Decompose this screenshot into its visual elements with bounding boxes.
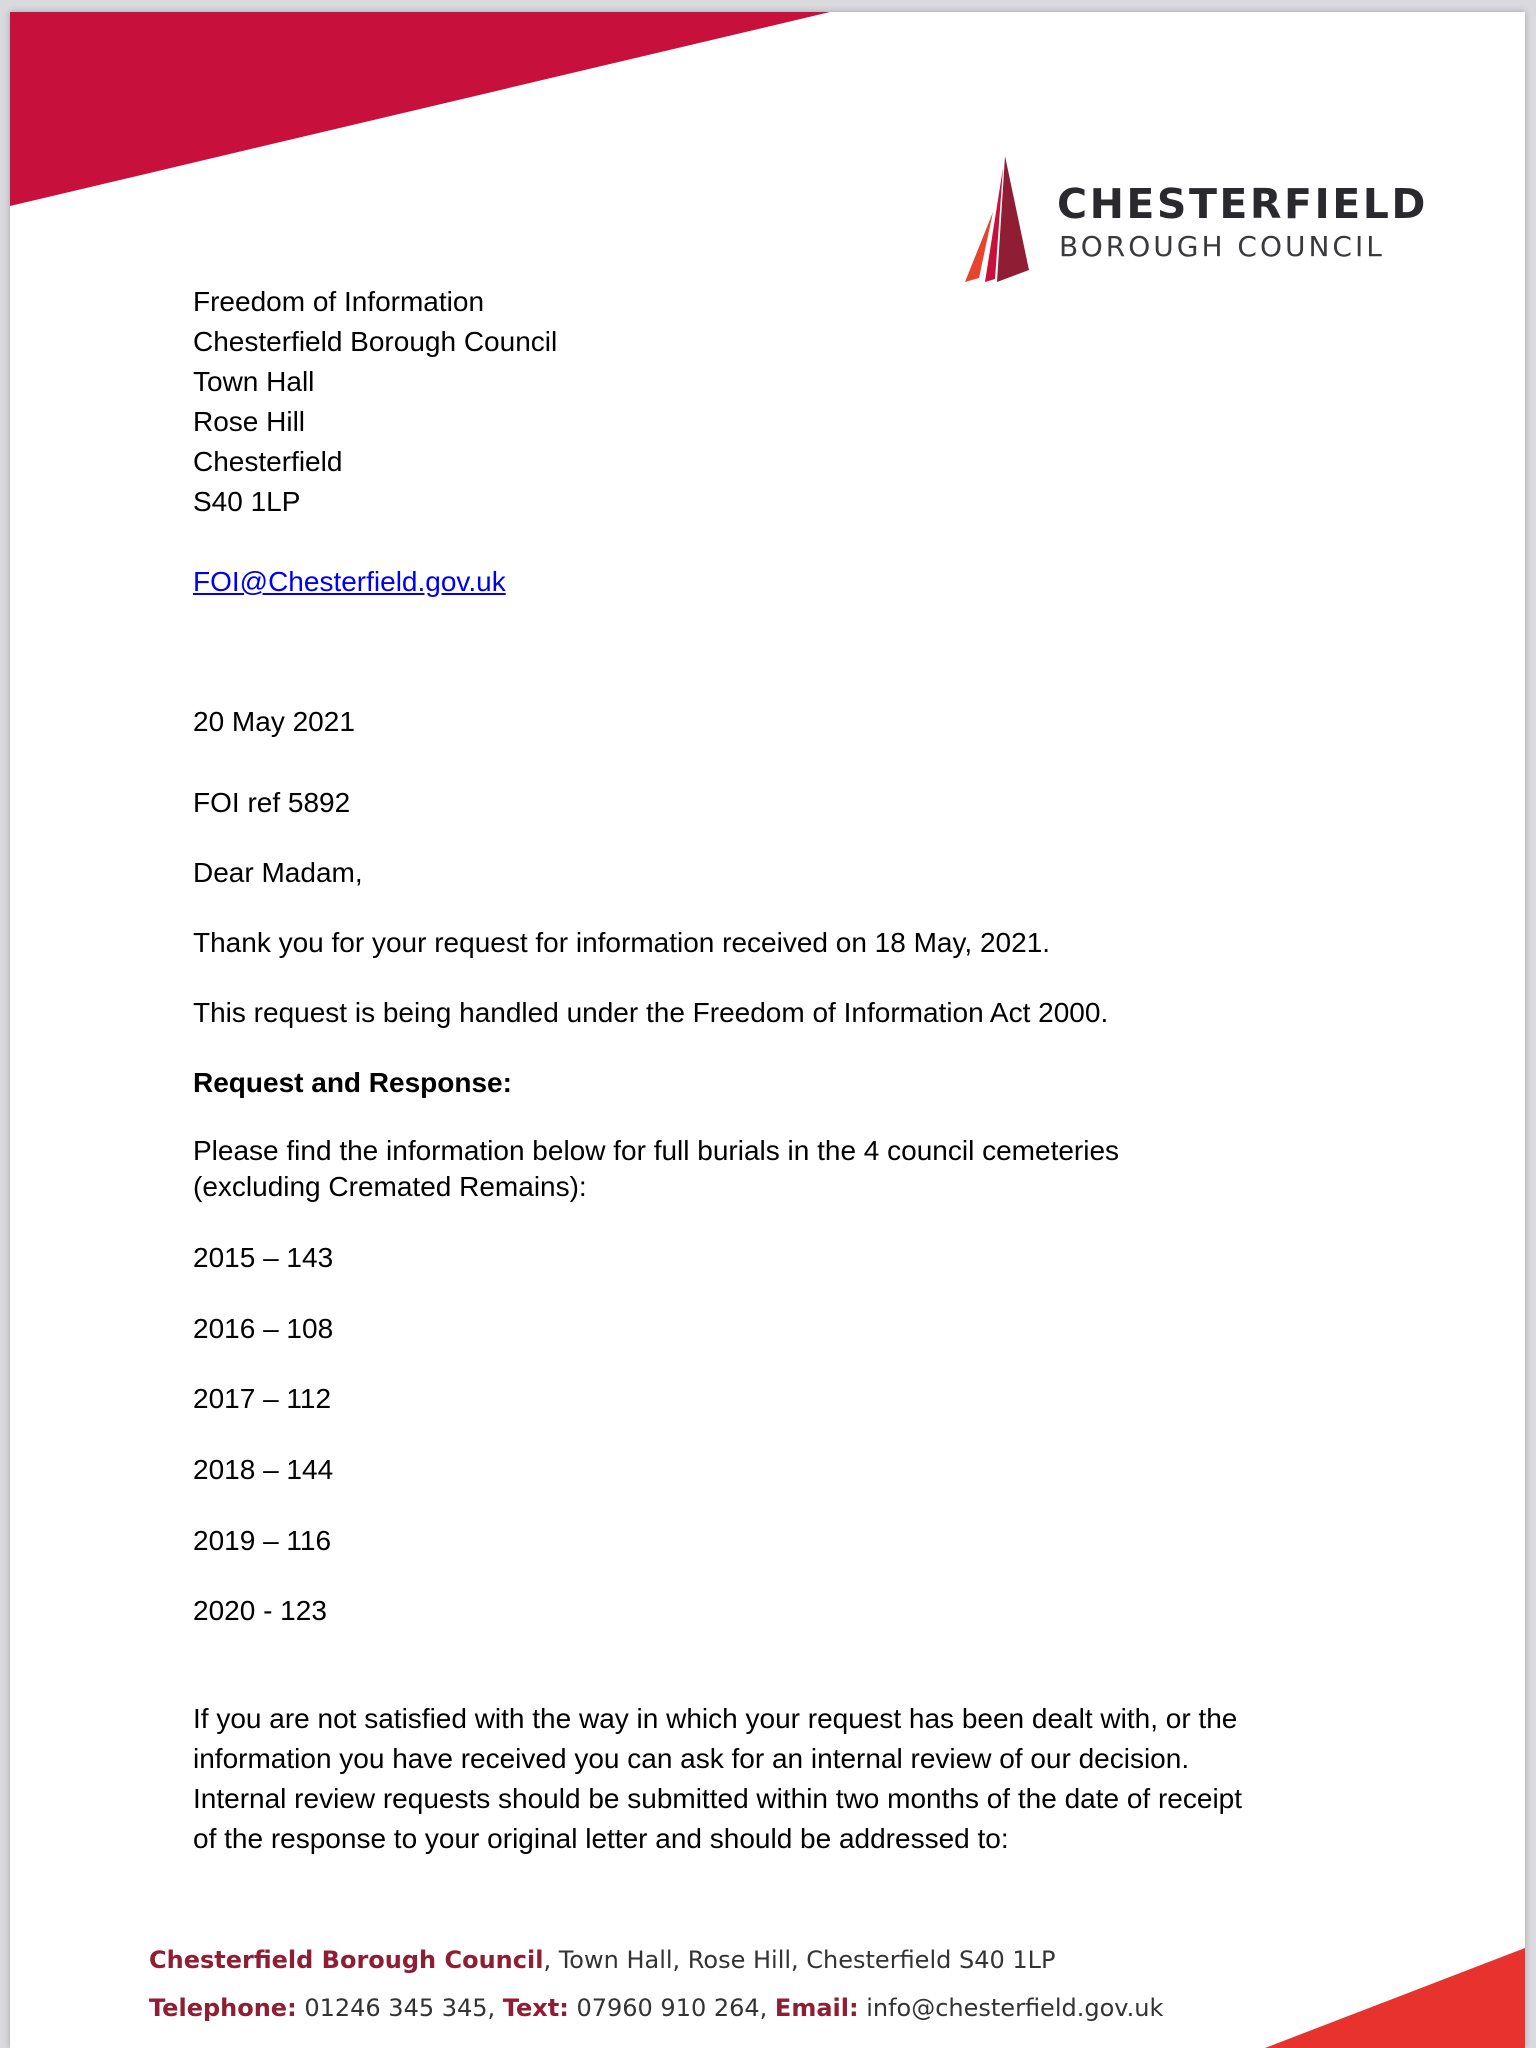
letter-date: 20 May 2021 [193, 706, 355, 737]
footer-telephone-label: Telephone: [149, 1994, 297, 2022]
recipient-address [193, 282, 557, 522]
burial-count-2016: 2016 – 108 [193, 1313, 334, 1344]
burial-count-2019: 2019 – 116 [193, 1525, 332, 1556]
intro-paragraph [193, 1133, 1119, 1205]
footer-address [149, 1946, 1056, 1974]
burial-count-2017: 2017 – 112 [193, 1383, 332, 1414]
review-line: of the response to your original letter and should be addressed to: [193, 1823, 1009, 1854]
burial-count-2015: 2015 – 143 [193, 1242, 334, 1273]
address-line: Rose Hill [193, 406, 306, 437]
address-line: Town Hall [193, 366, 315, 397]
intro-line: Please find the information below for full burials in the 4 council cemeteries [193, 1135, 1120, 1166]
spire-logo-icon [963, 142, 1043, 282]
logo-subtitle: BOROUGH COUNCIL [1059, 230, 1385, 263]
logo-name: CHESTERFIELD [1057, 180, 1428, 228]
review-line: Internal review requests should be submitted within two months of the date of receipt [193, 1783, 1243, 1814]
burial-count-2020: 2020 - 123 [193, 1595, 327, 1626]
footer-address-text: , Town Hall, Rose Hill, Chesterfield S40 1LP [543, 1946, 1056, 1974]
foi-reference: FOI ref 5892 [193, 787, 351, 818]
footer-contacts [149, 1994, 1163, 2022]
footer-text-number: 07960 910 264, [568, 1994, 775, 2022]
address-line: S40 1LP [193, 486, 301, 517]
address-line: Freedom of Information [193, 286, 485, 317]
salutation: Dear Madam, [193, 857, 363, 888]
footer-email-label: Email: [774, 1994, 859, 2022]
burial-count-2018: 2018 – 144 [193, 1454, 334, 1485]
footer-email: info@chesterfield.gov.uk [858, 1994, 1164, 2022]
address-line: Chesterfield Borough Council [193, 326, 558, 357]
header-red-banner [10, 12, 840, 212]
footer-text-label: Text: [502, 1994, 569, 2022]
review-line: If you are not satisfied with the way in which your request has been dealt with, or the [193, 1703, 1238, 1734]
footer-red-corner [1265, 1948, 1525, 2048]
letter-page [10, 12, 1525, 2048]
thanks-paragraph: Thank you for your request for information received on 18 May, 2021. [193, 927, 1051, 958]
review-paragraph [193, 1699, 1242, 1859]
footer-telephone: 01246 345 345, [296, 1994, 503, 2022]
section-heading: Request and Response: [193, 1067, 512, 1098]
council-logo [963, 142, 1428, 292]
handling-paragraph: This request is being handled under the Freedom of Information Act 2000. [193, 997, 1109, 1028]
footer-org-name: Chesterfield Borough Council [149, 1946, 544, 1974]
foi-email-link[interactable]: FOI@Chesterfield.gov.uk [193, 566, 506, 597]
address-line: Chesterfield [193, 446, 343, 477]
review-line: information you have received you can ask for an internal review of our decision. [193, 1743, 1190, 1774]
intro-line: (excluding Cremated Remains): [193, 1171, 587, 1202]
